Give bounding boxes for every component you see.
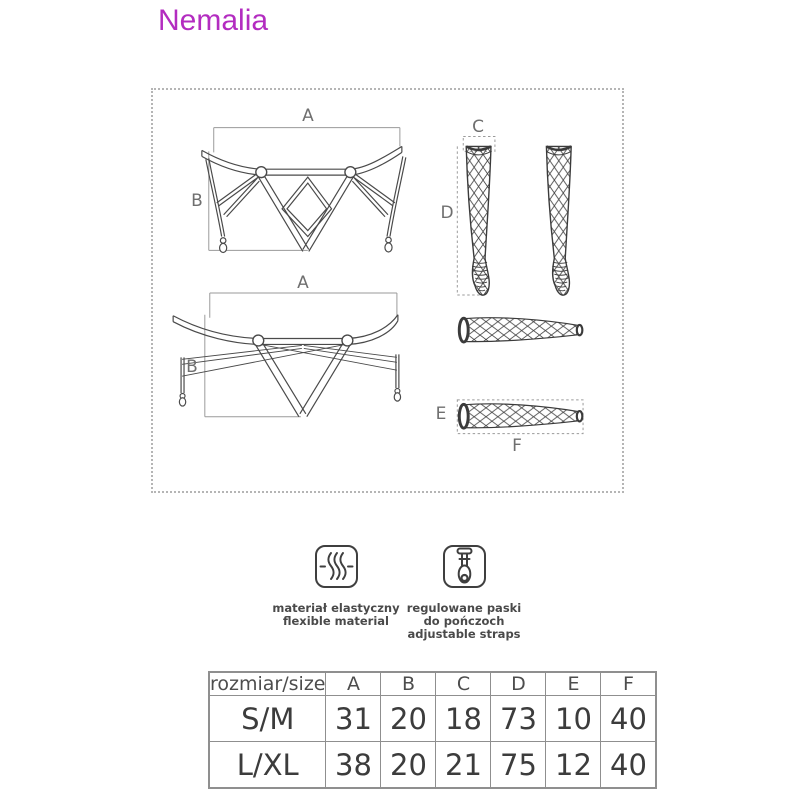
size-table-cell: 73 (491, 696, 546, 742)
stockings-drawing (457, 137, 571, 296)
size-table-row (209, 696, 656, 742)
size-table-header-row (209, 672, 656, 696)
size-table-cell: 40 (601, 742, 657, 789)
size-table-header-cell: E (546, 672, 601, 696)
garter-clip-icon (179, 389, 400, 407)
dim-label-back-a: A (297, 273, 309, 293)
feature-caption-line: do pończoch (423, 614, 505, 628)
feature-caption-line: flexible material (282, 614, 389, 628)
size-table-cell: 21 (436, 742, 491, 789)
size-table-header-cell: B (381, 672, 436, 696)
adjustable-straps-icon (443, 545, 486, 588)
size-table-cell: 40 (601, 696, 657, 742)
product-title: Nemalia (158, 4, 269, 37)
size-table-cell: 18 (436, 696, 491, 742)
size-table-cell: 20 (381, 696, 436, 742)
dim-label-stocking-d: D (440, 203, 454, 223)
technical-drawing (153, 90, 622, 491)
diagram-panel (151, 88, 624, 493)
feature-caption-line: adjustable straps (407, 627, 521, 641)
feature-caption-line: materiał elastyczny (272, 601, 400, 615)
size-table-cell: L/XL (209, 742, 326, 789)
elastic-material-icon (315, 545, 358, 588)
dimension-lines-back (205, 293, 397, 417)
size-table-header-cell: A (326, 672, 381, 696)
garter-back-drawing (173, 293, 400, 417)
dim-label-sleeve-f: F (512, 436, 522, 456)
size-table-cell: 12 (546, 742, 601, 789)
size-table-cell: 10 (546, 696, 601, 742)
size-table-header-cell: rozmiar/size (210, 673, 326, 695)
garter-front-drawing (202, 128, 406, 253)
size-table-header-cell: C (436, 672, 491, 696)
size-table-cell: S/M (209, 696, 326, 742)
dim-label-back-b: B (186, 357, 198, 377)
size-table-cell: 38 (326, 742, 381, 789)
size-table-cell: 20 (381, 742, 436, 789)
size-table-header-cell: F (601, 672, 657, 696)
dim-label-stocking-c: C (472, 117, 484, 137)
feature-caption-line: regulowane paski (406, 601, 522, 615)
size-table-header-cell: D (491, 672, 546, 696)
dim-label-front-a: A (302, 106, 314, 126)
dim-label-front-b: B (191, 191, 203, 211)
size-table-row (209, 742, 656, 789)
feature-adjustable-straps (369, 545, 559, 641)
dim-label-sleeve-e: E (435, 404, 447, 424)
size-table (208, 671, 657, 789)
size-table-cell: 31 (326, 696, 381, 742)
size-table-cell: 75 (491, 742, 546, 789)
sleeves-drawing (457, 318, 583, 434)
